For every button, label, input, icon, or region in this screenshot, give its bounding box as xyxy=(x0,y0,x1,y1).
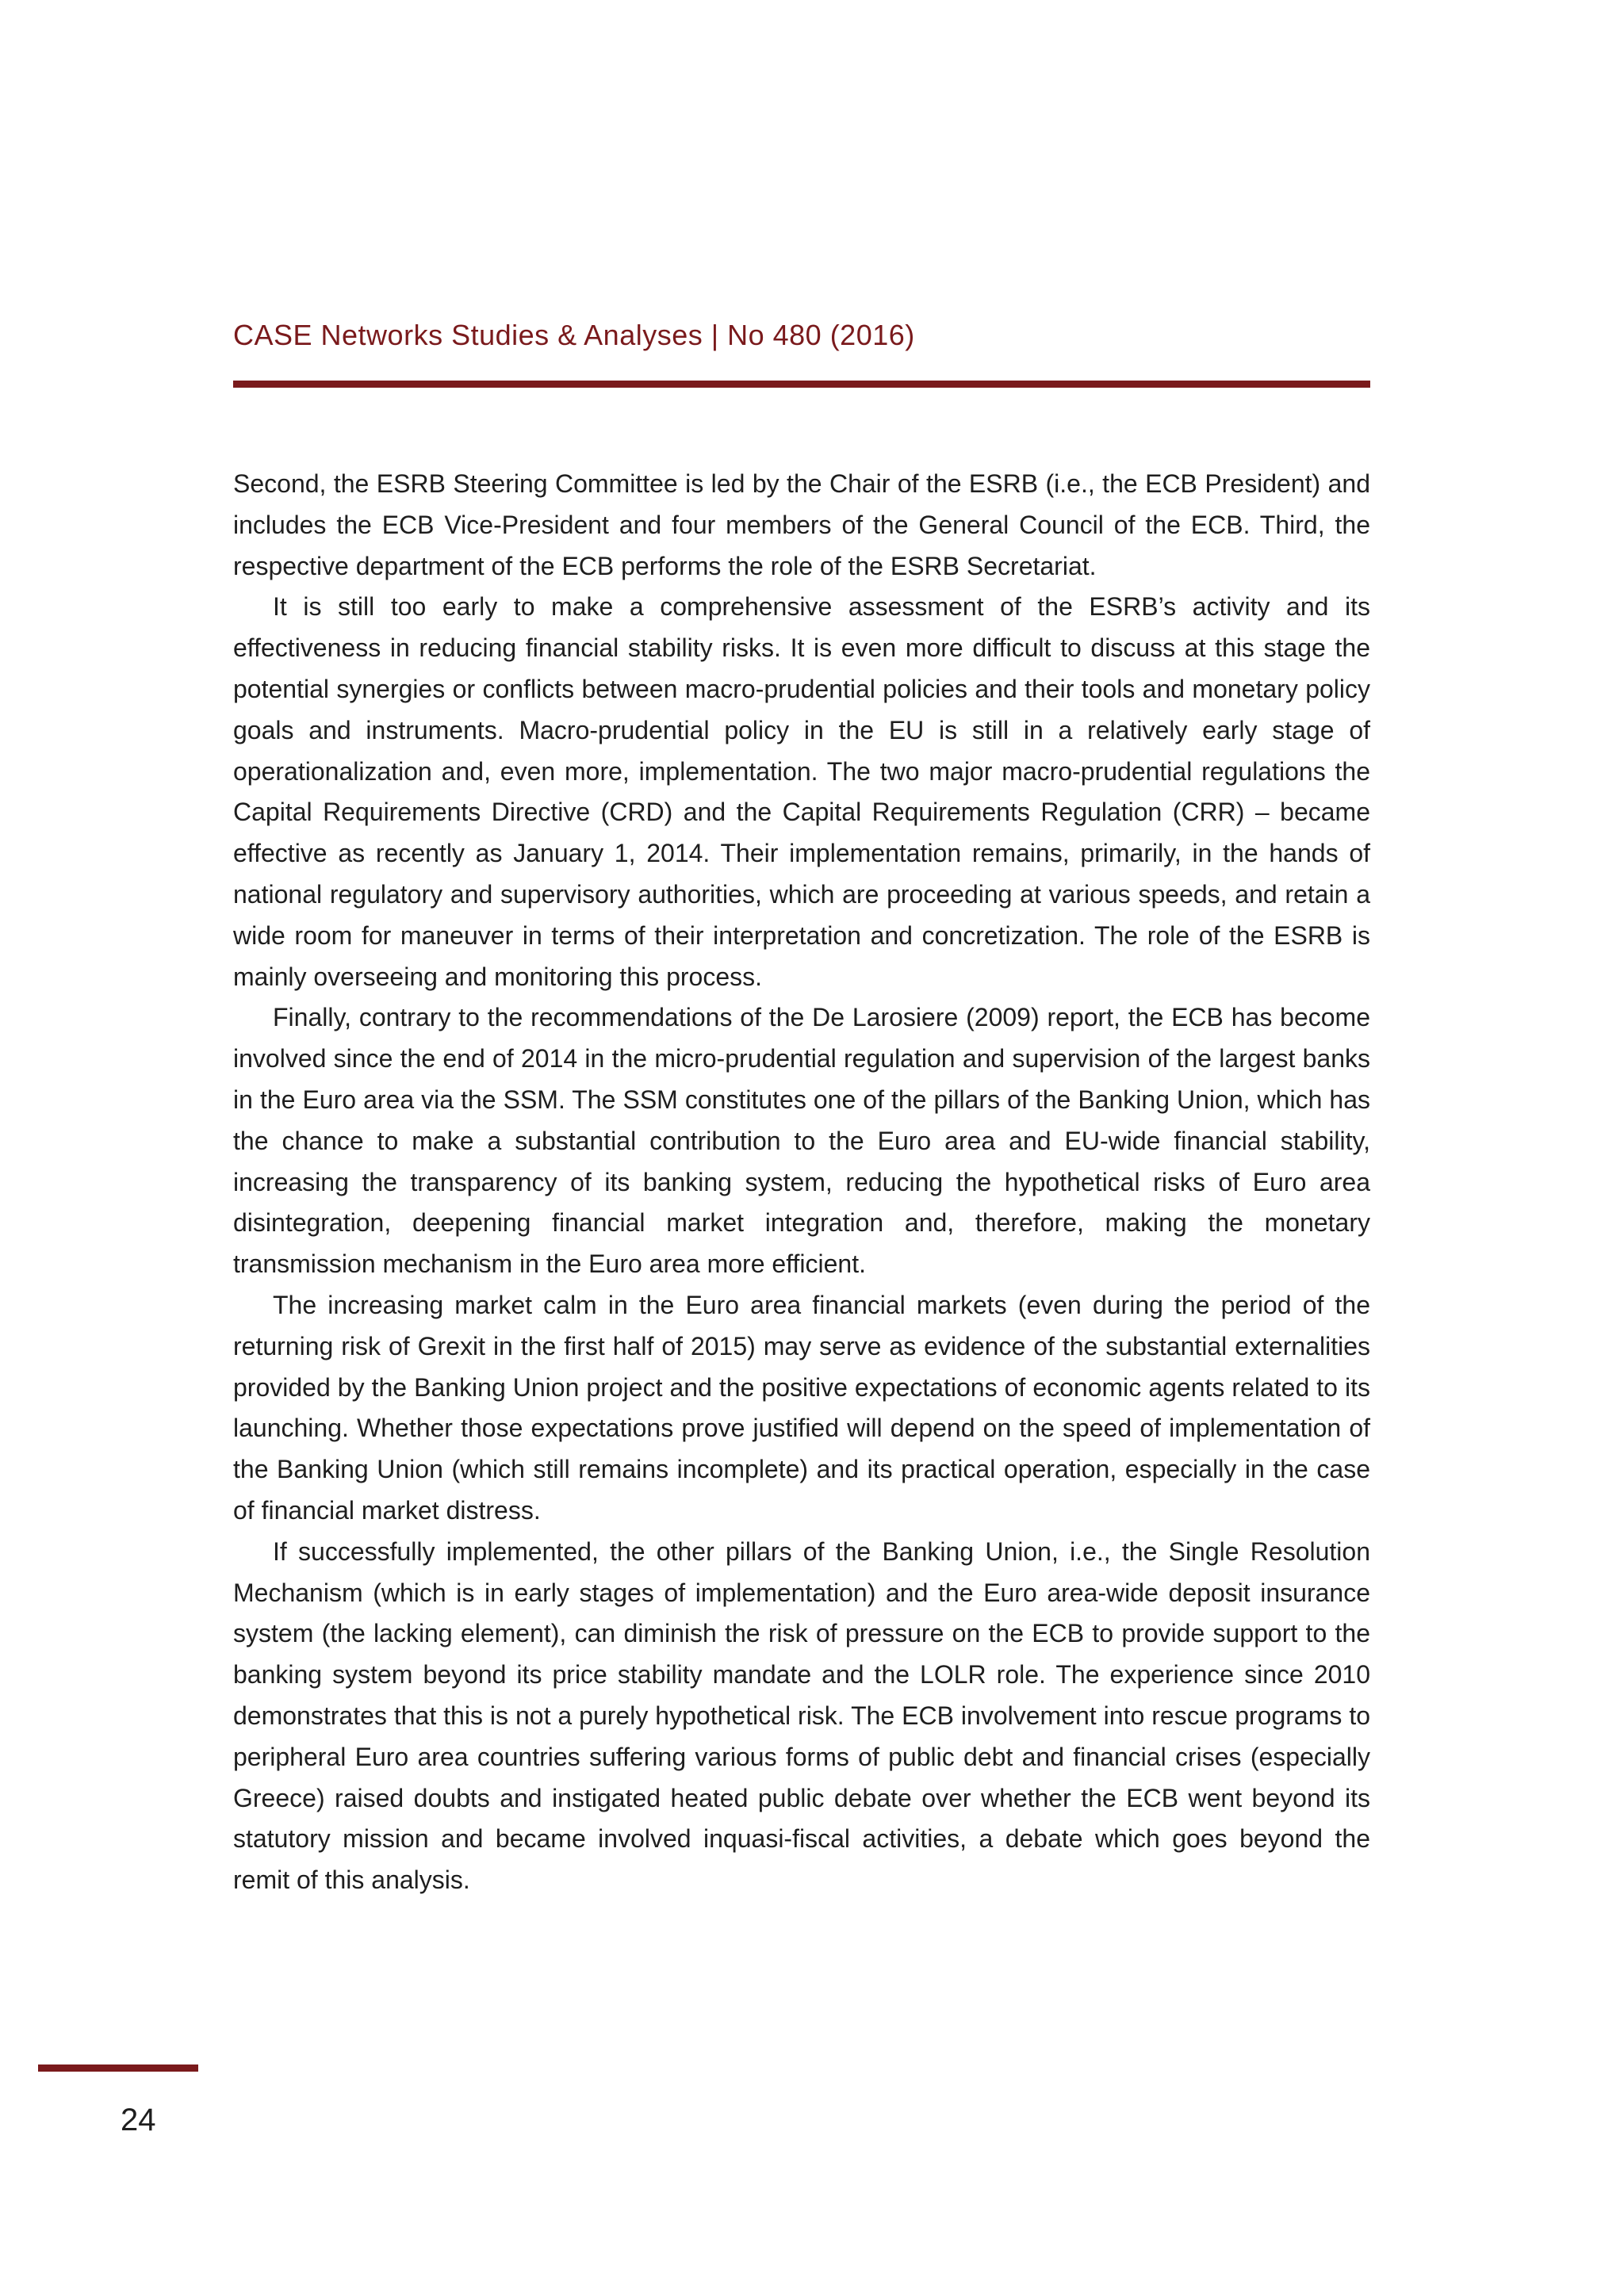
page-number: 24 xyxy=(121,2103,156,2137)
paragraph-1: Second, the ESRB Steering Committee is led by the Chair of the ESRB (i.e., the ECB President) and includes the ECB Vice-President and four members of the General Council of the ECB. Third, the respective department of the ECB performs the role of the ESRB Secretariat. xyxy=(233,469,1370,580)
header-divider xyxy=(233,381,1370,388)
paragraph-4: The increasing market calm in the Euro area financial markets (even during the period of the returning risk of Grexit in the first half of 2015) may serve as evidence of the substantial externalities provided by the Banking Union project and the positive expectations of economic agents related to its launching. Whether those expectations prove justified will depend on the speed of implementation of the Banking Union (which still remains incomplete) and its practical operation, especially in the case of financial market distress. xyxy=(233,1290,1370,1525)
paragraph-5: If successfully implemented, the other pillars of the Banking Union, i.e., the Single Resolution Mechanism (which is in early stages of implementation) and the Euro area-wide deposit insurance system (the lacking element), can diminish the risk of pressure on the ECB to provide support to the banking system beyond its price stability mandate and the LOLR role. The experience since 2010 demonstrates that this is not a purely hypothetical risk. The ECB involvement into rescue programs to peripheral Euro area countries suffering various forms of public debt and financial crises (especially Greece) raised doubts and instigated heated public debate over whether the ECB went beyond its statutory mission and became involved inquasi-fiscal activities, a debate which goes beyond the remit of this analysis. xyxy=(233,1536,1370,1895)
paragraph-2: It is still too early to make a comprehensive assessment of the ESRB’s activity and its effectiveness in reducing financial stability risks. It is even more difficult to discuss at this stage the potential synergies or conflicts between macro-prudential policies and their tools and monetary policy goals and instruments. Macro-prudential policy in the EU is still in a relatively early stage of operationalization and, even more, implementation. The two major macro-prudential regulations the Capital Requirements Directive (CRD) and the Capital Requirements Regulation (CRR) – became effective as recently as January 1, 2014. Their implementation remains, primarily, in the hands of national regulatory and supervisory authorities, which are proceeding at various speeds, and retain a wide room for maneuver in terms of their interpretation and concretization. The role of the ESRB is mainly overseeing and monitoring this process. xyxy=(233,592,1370,991)
running-header: CASE Networks Studies & Analyses | No 480 (2016) xyxy=(233,319,915,351)
footer-divider xyxy=(38,2064,198,2072)
body-text xyxy=(233,464,1370,1901)
paragraph-3: Finally, contrary to the recommendations of the De Larosiere (2009) report, the ECB has become involved since the end of 2014 in the micro-prudential regulation and supervision of the largest banks in the Euro area via the SSM. The SSM constitutes one of the pillars of the Banking Union, which has the chance to make a substantial contribution to the Euro area and EU-wide financial stability, increasing the transparency of its banking system, reducing the hypothetical risks of Euro area disintegration, deepening financial market integration and, therefore, making the monetary transmission mechanism in the Euro area more efficient. xyxy=(233,1003,1370,1279)
